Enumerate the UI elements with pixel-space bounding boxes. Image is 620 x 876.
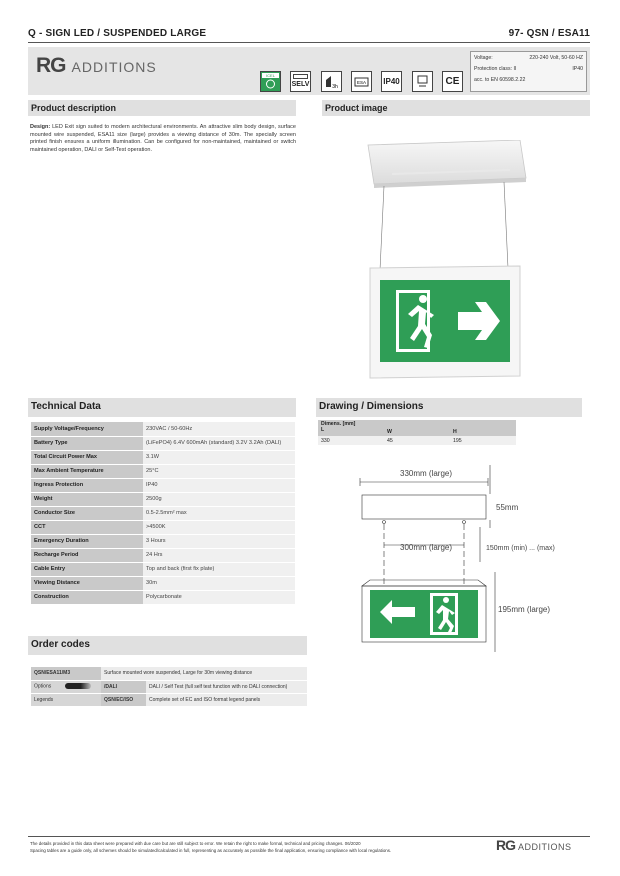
tech-label: Max Ambient Temperature (31, 464, 143, 478)
tech-row (31, 576, 295, 590)
brand-logo: RG ADDITIONS (36, 54, 157, 77)
order-codes-table (31, 667, 307, 707)
dim-label-inner: 300mm (large) (400, 543, 453, 552)
title-rule (28, 42, 590, 43)
tech-label: Emergency Duration (31, 534, 143, 548)
order-description: Surface mounted wore suspended, Large for 30m viewing distance (101, 667, 307, 680)
dim-label-top: 330mm (large) (400, 469, 453, 478)
tech-row (31, 534, 295, 548)
footer-brand-logo: RG ADDITIONS (496, 837, 572, 853)
tech-value: Polycarbonate (143, 590, 295, 604)
product-description-text: Design: LED Exit sign suited to modern architectural environments. An attractive slim body design, surface mounted wire suspended, ESA11 size (large) provides a viewing distance of 30m. The specially screen printed finish ensures a uniform illumination. Can be configured for non-maintained, maintained or switch maintained operation, DALI or Self-Test operation. (30, 124, 296, 153)
dim-label-height: 195mm (large) (498, 605, 551, 614)
product-image (360, 140, 530, 380)
order-legends-label: Legends (31, 693, 101, 706)
order-options-label: Options (31, 680, 101, 693)
tech-row (31, 506, 295, 520)
tech-row (31, 520, 295, 534)
svg-text:ESA: ESA (356, 80, 367, 85)
tech-value: IP40 (143, 478, 295, 492)
tech-label: Cable Entry (31, 562, 143, 576)
tech-row (31, 436, 295, 450)
tech-row (31, 548, 295, 562)
tech-value: 2500g (143, 492, 295, 506)
icel-icon (260, 71, 281, 92)
legend-description: Complete set of EC and ISO format legend panels (146, 693, 307, 706)
order-row-options (31, 680, 307, 693)
tech-value: (LiFePO4) 6.4V 600mAh (standard) 3.2V 3.2Ah (DALI) (143, 436, 295, 450)
tech-value: Top and back (first fix plate) (143, 562, 295, 576)
section-product-description: Product description (28, 100, 296, 116)
section-drawing-dimensions: Drawing / Dimensions (316, 398, 582, 417)
option-description: DALI / Self Test (full self test function with no DALI connection) (146, 680, 307, 693)
tech-label: Supply Voltage/Frequency (31, 422, 143, 436)
section-order-codes: Order codes (28, 636, 307, 655)
section-product-image: Product image (322, 100, 590, 116)
dim-header-h: H (450, 420, 516, 436)
tech-label: Total Circuit Power Max (31, 450, 143, 464)
tech-label: Conductor Size (31, 506, 143, 520)
tech-value: 0.5-2.5mm² max (143, 506, 295, 520)
section-technical-data: Technical Data (28, 398, 296, 417)
tech-label: Recharge Period (31, 548, 143, 562)
tech-row (31, 464, 295, 478)
order-row-legends (31, 693, 307, 706)
tech-value: 24 Hrs (143, 548, 295, 562)
dim-label-depth: 55mm (496, 503, 519, 512)
tech-label: Weight (31, 492, 143, 506)
esa-size-icon (351, 71, 372, 92)
tech-row (31, 478, 295, 492)
legend-code: QSN/EC/ISO (101, 693, 146, 706)
order-row-main (31, 667, 307, 680)
tech-value: 3.1W (143, 450, 295, 464)
footer-disclaimer: The details provided in this data sheet were prepared with due care but are still subject to error. We retain the right to make formal, technical and pricing changes. 06/2020 Spacing tables are a guide only, all schemes should be simulated/calculated in full, representing as accurately as possible the final application, ensuring compliance with local regulations. (30, 841, 392, 853)
tech-value: 25°C (143, 464, 295, 478)
spec-box: Voltage: 220-240 Volt, 50-60 HZ Protection class: II IP40 acc. to EN 60598.2.22 (470, 51, 587, 92)
dim-value-h: 195 (450, 436, 516, 445)
selv-icon: SELV (290, 71, 311, 92)
tech-row (31, 492, 295, 506)
tech-row (31, 590, 295, 604)
tech-value: >4500K (143, 520, 295, 534)
duration-icon (321, 71, 342, 92)
pen-icon (65, 683, 91, 689)
dim-value-w: 45 (384, 436, 450, 445)
technical-data-table (31, 422, 295, 605)
dim-header-l: Dimens. [mm] L (318, 420, 384, 436)
option-code: /DALI (101, 680, 146, 693)
tech-row (31, 562, 295, 576)
tech-label: Ingress Protection (31, 478, 143, 492)
dim-label-adjust: 150mm (min) ... (max) (486, 545, 555, 552)
tech-label: CCT (31, 520, 143, 534)
order-code: QSN/ESA11/M3 (31, 667, 101, 680)
tech-label: Construction (31, 590, 143, 604)
ce-mark-icon: CE (442, 71, 463, 92)
tech-label: Viewing Distance (31, 576, 143, 590)
dimension-drawing (340, 462, 580, 652)
product-code: 97- QSN / ESA11 (508, 28, 590, 39)
ip40-icon: IP40 (381, 71, 402, 92)
dali-icon (412, 71, 433, 92)
tech-value: 230VAC / 50-60Hz (143, 422, 295, 436)
dimensions-table (318, 420, 516, 445)
tech-value: 30m (143, 576, 295, 590)
dim-value-l: 330 (318, 436, 384, 445)
document-title: Q - SIGN LED / SUSPENDED LARGE (28, 28, 207, 39)
svg-text:ICEL: ICEL (266, 73, 275, 78)
tech-label: Battery Type (31, 436, 143, 450)
dim-header-w: W (384, 420, 450, 436)
tech-row (31, 422, 295, 436)
tech-row (31, 450, 295, 464)
svg-text:3h: 3h (332, 84, 338, 90)
tech-value: 3 Hours (143, 534, 295, 548)
